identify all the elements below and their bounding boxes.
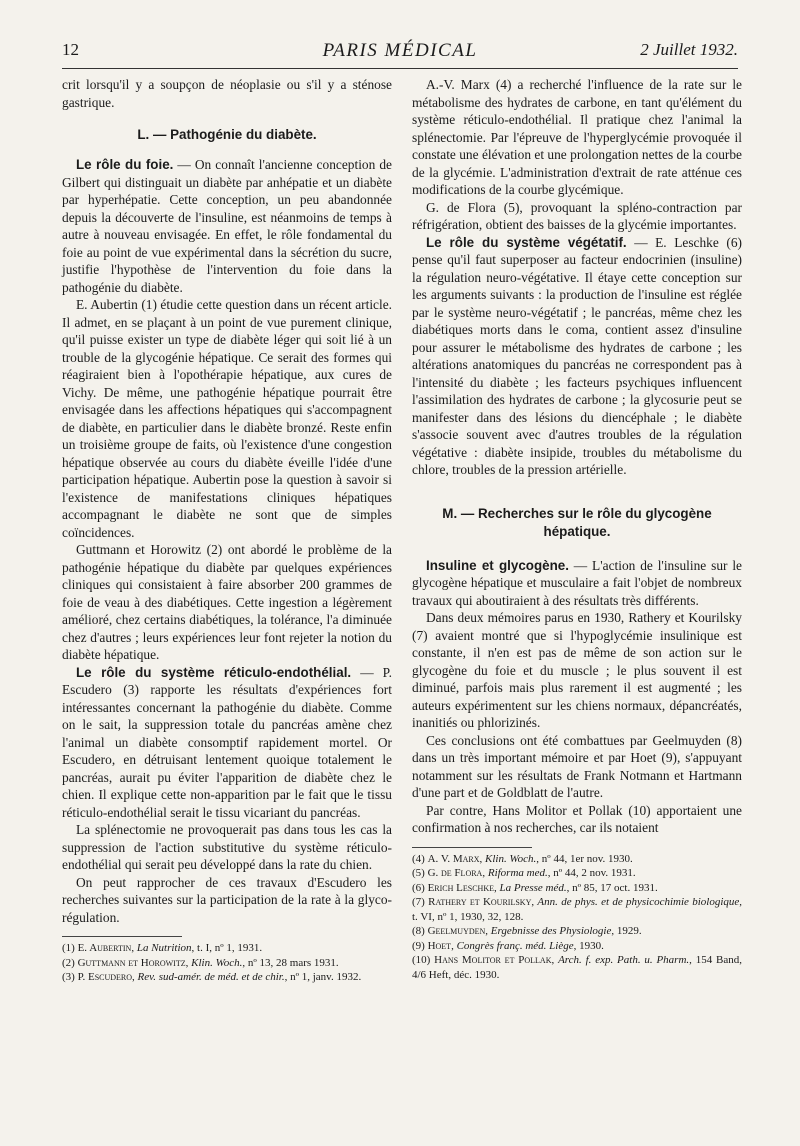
footnote: (5) G. de Flora, Riforma med., nº 44, 2 nov. 1931. xyxy=(412,867,636,879)
paragraph: Guttmann et Horowitz (2) ont abordé le problème de la pathogénie hépatique du diabète par quelques expériences cliniques qui consistaient à faire absorber 200 grammes de foie de veau à des diabétiques. Cette ingestion a légèrement amélioré, chez certains diabétiques, la tolérance, l'a diminuée chez d'autres ; leurs expériences leur font rejeter la notion du diabète hépatique. xyxy=(62,542,392,662)
paragraph: E. Aubertin (1) étudie cette question dans un récent article. Il admet, en se plaçant à un point de vue purement clinique, qu'il puisse exister un type de diabète léger qui soit lié à un trouble de la glycogénie hépatique. Ce serait des formes qui réagiraient bien à l'opothérapie hépatique, aux cures de Vichy. De même, une pathogénie hépatique pourrait être envisagée dans les affections hépatiques qui s'accompagnent de diabète, en particulier dans le diabète bronzé. Reste enfin un troisième groupe de faits, où l'existence d'une congestion hépatique observée au cours du diabète éveille l'idée d'une participation hépatique. Aubertin pose la question à savoir si l'existence de manifestations cliniques hépatiques accompagnant le diabète ne sont que de simples coïncidences. xyxy=(62,297,392,540)
header-rule xyxy=(62,68,738,69)
paragraph: crit lorsqu'il y a soupçon de néoplasie ou s'il y a sténose gastrique. xyxy=(62,77,392,110)
footnote-rule xyxy=(62,936,182,937)
subsection-title: Insuline et glycogène. xyxy=(426,557,569,573)
paragraph-text: — E. Leschke (6) pense qu'il faut superposer au facteur endocrinien (insuline) la régulation neuro-végétative. Il étaye cette conception sur les arguments suivants : la production de l'insuline est réglée par le système neuro-végétatif ; le pancréas, même chez les diabétiques morts dans le coma, contient assez d'insuline pour assurer le métabolisme des hydrates de carbone ; les altérations anatomiques du pancréas ne correspondent pas à l'intensité du diabète ; les facteurs psychiques influencent l'assimilation des hydrates de carbone ; la glycosurie peut se manifester dans des lésions du diencéphale ; le diabète s'associe souvent avec d'autres troubles de la régulation végétative : diabète insipide, troubles du métabolisme du chlore, troubles de la pression artérielle. xyxy=(412,234,742,477)
footnote: (1) E. Aubertin, La Nutrition, t. I, nº 1, 1931. xyxy=(62,942,263,954)
footnote: (10) Hans Molitor et Pollak, Arch. f. exp. Path. u. Pharm., 154 Band, 4/6 Heft, déc. 1930. xyxy=(412,954,742,981)
paragraph: Ces conclusions ont été combattues par Geelmuyden (8) dans un très important mémoire et par Hoet (9), s'appuyant notamment sur les résultats de Frank Notmann et Hartmann d'une part et de Goldblatt de l'autre. xyxy=(412,732,742,800)
paragraph-text: — L'action de l'insuline sur le glycogène hépatique et musculaire a fait l'objet de nombreux travaux qui aboutiraient à des résultats très différents. xyxy=(412,557,742,608)
footnote: (7) Rathery et Kourilsky, Ann. de phys. et de physicochimie biologique, t. VI, nº 1, 1930, 32, 128. xyxy=(412,896,743,923)
right-column xyxy=(412,76,742,982)
paragraph-text: — On connaît l'ancienne conception de Gilbert qui distinguait un diabète par anhépatie et un diabète par hyperhépatie. Cette conception, un peu abandonnée depuis la découverte de l'insuline, est néanmoins de temps à autre à nouveau envisagée. En effet, le rôle fondamental du foie au point de vue expérimental dans la sécrétion du sucre, justifie l'hypothèse de l'intervention du foie dans la pathogénie du diabète. xyxy=(62,157,393,295)
paragraph-text: — P. Escudero (3) rapporte les résultats d'expériences fort intéressantes concernant la pathogénie du diabète. Comme on le sait, la suppression totale du pancréas amène chez l'animal un diabète consomptif rapidement mortel. Or Escudero, en détruisant lentement quoique totalement le pancréas, aurait pu éviter l'apparition de diabète chez le chien. Il explique cette non-apparition par le fait que le tissu réticulo-endothélial serait le tissu vicariant du pancréas. xyxy=(62,664,392,820)
issue-date: 2 Juillet 1932. xyxy=(640,40,738,59)
subsection-title: Le rôle du foie. xyxy=(76,157,174,172)
paragraph: A.-V. Marx (4) a recherché l'influence de la rate sur le métabolisme des hydrates de carbone, en tant qu'élément du système réticulo-endothélial. Il pratique chez l'animal la splénectomie. Par l'épreuve de l'hyperglycémie provoquée il constate une élévation et une prolongation nettes de la courbe de la glycémie. L'administration d'extrait de rate atténue ces modifications de la courbe glycémique. xyxy=(412,77,742,197)
paragraph: Par contre, Hans Molitor et Pollak (10) apportaient une confirmation à nos recherches, car ils notaient xyxy=(412,802,742,835)
paragraph: Dans deux mémoires parus en 1930, Rathery et Kourilsky (7) avaient montré que si l'hypoglycémie insulinique est constante, il n'en est pas de même de son action sur le glycogène du foie et du muscle ; le plus souvent il est diminué, parfois mais plus rarement il est augmenté ; les auteurs expérimentent sur les chiens normaux, dépancréatés, inanitiés ou phlorizinés. xyxy=(412,610,742,730)
paragraph xyxy=(62,156,392,296)
footnotes xyxy=(62,941,392,985)
footnote: (2) Guttmann et Horowitz, Klin. Woch., nº 13, 28 mars 1931. xyxy=(62,956,339,969)
footnotes xyxy=(412,852,742,983)
footnote-rule xyxy=(412,847,532,848)
paragraph: G. de Flora (5), provoquant la spléno-contraction par réfrigération, obtient des baisses de la glycémie importantes. xyxy=(412,199,742,232)
footnote: (4) A. V. Marx, Klin. Woch., nº 44, 1er nov. 1930. xyxy=(412,852,633,865)
page-header xyxy=(62,40,738,66)
subsection-title: Le rôle du système réticulo-endothélial. xyxy=(76,664,352,680)
footnote: (8) Geelmuyden, Ergebnisse des Physiologie, 1929. xyxy=(412,925,642,937)
paragraph xyxy=(62,664,392,822)
footnote: (9) Hoet, Congrès franç. méd. Liège, 1930. xyxy=(412,939,604,952)
section-title: L. — Pathogénie du diabète. xyxy=(137,127,317,142)
section-title: M. — Recherches sur le rôle du glycogène hépatique. xyxy=(442,505,712,539)
page-number: 12 xyxy=(62,40,79,59)
paragraph xyxy=(412,234,742,479)
paragraph xyxy=(412,557,742,610)
paragraph: On peut rapprocher de ces travaux d'Escudero les recherches suivantes sur la participation de la rate à la glyco-régulation. xyxy=(62,874,392,925)
journal-title: PARIS MÉDICAL xyxy=(322,40,478,61)
footnote: (3) P. Escudero, Rev. sud-amér. de méd. et de chir., nº 1, janv. 1932. xyxy=(62,971,362,983)
footnote: (6) Erich Leschke, La Presse méd., nº 85, 17 oct. 1931. xyxy=(412,881,658,894)
subsection-title: Le rôle du système végétatif. xyxy=(426,234,627,250)
left-column xyxy=(62,76,392,985)
paragraph: La splénectomie ne provoquerait pas dans tous les cas la suppression de l'action substitutive du système réticulo-endothélial qui serait peu développé dans la rate du chien. xyxy=(62,822,392,872)
